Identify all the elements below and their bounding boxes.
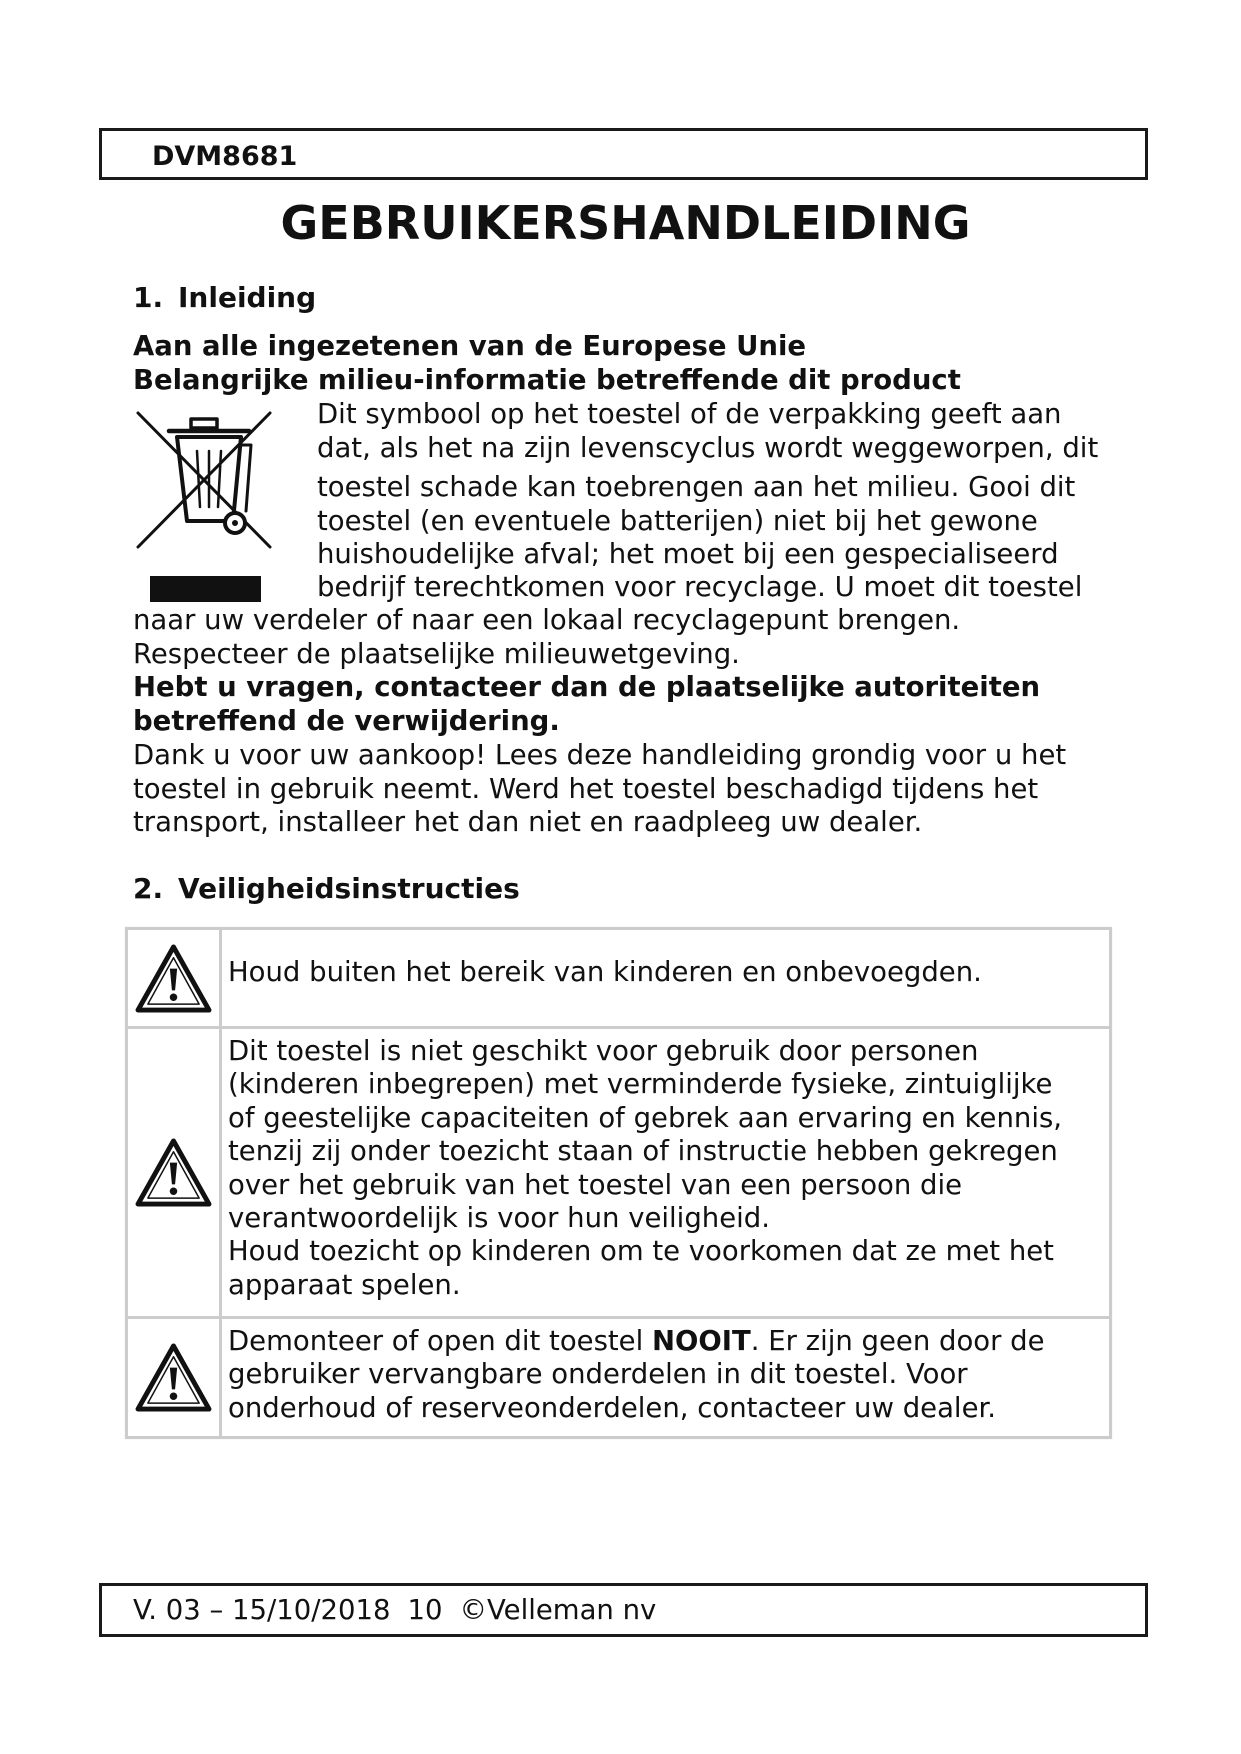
safety-text xyxy=(228,1325,1045,1425)
safety-line: gebruiker vervangbare onderdelen in dit toestel. Voor xyxy=(228,1358,968,1391)
version-date: V. 03 – 15/10/2018 xyxy=(133,1594,391,1626)
section-1-heading: Inleiding xyxy=(178,281,317,314)
questions-line: Hebt u vragen, contacteer dan de plaatselijke autoriteiten xyxy=(133,671,1041,703)
safety-line-start: Demonteer of open dit toestel xyxy=(228,1325,652,1357)
safety-line: onderhoud of reserveonderdelen, contacteer uw dealer. xyxy=(228,1391,997,1424)
safety-line: (kinderen inbegrepen) met verminderde fysieke, zintuiglijke xyxy=(228,1068,1053,1101)
thanks-line: transport, installeer het dan niet en raadpleeg uw dealer. xyxy=(133,806,923,838)
safety-icon-cell xyxy=(128,1319,222,1436)
safety-icon-cell xyxy=(128,1029,222,1316)
disposal-line: Respecteer de plaatselijke milieuwetgeving. xyxy=(133,638,740,670)
eu-heading: Aan alle ingezetenen van de Europese Unie xyxy=(133,330,807,362)
safety-instructions-table xyxy=(125,927,1112,1439)
safety-text xyxy=(228,956,982,989)
footer xyxy=(133,1593,656,1627)
thanks-line: toestel in gebruik neemt. Werd het toestel beschadigd tijdens het xyxy=(133,773,1039,805)
warning-triangle-icon xyxy=(134,1342,213,1413)
weee-black-bar xyxy=(150,576,261,602)
warning-triangle-icon xyxy=(134,943,213,1014)
thanks-line: Dank u voor uw aankoop! Lees deze handleiding grondig voor u het xyxy=(133,739,1067,771)
safety-line: verantwoordelijk is voor hun veiligheid. xyxy=(228,1201,770,1234)
weee-line: Dit symbool op het toestel of de verpakking geeft aan xyxy=(317,398,1062,430)
section-2-number: 2. xyxy=(133,872,164,905)
safety-line xyxy=(228,1325,1045,1358)
safety-line: Houd toezicht op kinderen om te voorkomen dat ze met het xyxy=(228,1235,1054,1268)
section-1-number: 1. xyxy=(133,281,164,314)
weee-line: toestel schade kan toebrengen aan het milieu. Gooi dit xyxy=(317,471,1076,503)
safety-icon-cell xyxy=(128,930,222,1026)
never-emphasis: NOOIT xyxy=(651,1325,751,1357)
safety-text xyxy=(228,1035,1062,1302)
safety-line: apparaat spelen. xyxy=(228,1268,461,1301)
page-number: 10 xyxy=(407,1594,443,1626)
page-title: GEBRUIKERSHANDLEIDING xyxy=(280,196,971,250)
safety-line: Dit toestel is niet geschikt voor gebruik door personen xyxy=(228,1035,979,1067)
safety-line-end: . Er zijn geen door de xyxy=(750,1325,1045,1357)
safety-line: tenzij zij onder toezicht staan of instructie hebben gekregen xyxy=(228,1135,1058,1168)
section-2-heading: Veiligheidsinstructies xyxy=(178,872,520,905)
weee-line: toestel (en eventuele batterijen) niet bij het gewone xyxy=(317,505,1038,537)
safety-row xyxy=(128,1316,1109,1436)
safety-line: Houd buiten het bereik van kinderen en onbevoegden. xyxy=(228,956,982,988)
safety-row xyxy=(128,930,1109,1026)
copyright: ©Velleman nv xyxy=(459,1594,657,1626)
disposal-line: naar uw verdeler of naar een lokaal recyclagepunt brengen. xyxy=(133,604,961,636)
weee-line: dat, als het na zijn levenscyclus wordt weggeworpen, dit xyxy=(317,432,1099,464)
model-number: DVM8681 xyxy=(152,141,298,172)
weee-line: bedrijf terechtkomen voor recyclage. U moet dit toestel xyxy=(317,571,1083,603)
crossed-out-wheelie-bin-icon xyxy=(135,407,273,551)
safety-line: over het gebruik van het toestel van een persoon die xyxy=(228,1168,963,1201)
warning-triangle-icon xyxy=(134,1137,213,1208)
questions-line: betreffend de verwijdering. xyxy=(133,705,560,737)
safety-line: of geestelijke capaciteiten of gebrek aan ervaring en kennis, xyxy=(228,1101,1063,1134)
weee-line: huishoudelijke afval; het moet bij een gespecialiseerd xyxy=(317,538,1059,570)
environment-heading: Belangrijke milieu-informatie betreffende dit product xyxy=(133,364,961,396)
safety-row xyxy=(128,1026,1109,1316)
